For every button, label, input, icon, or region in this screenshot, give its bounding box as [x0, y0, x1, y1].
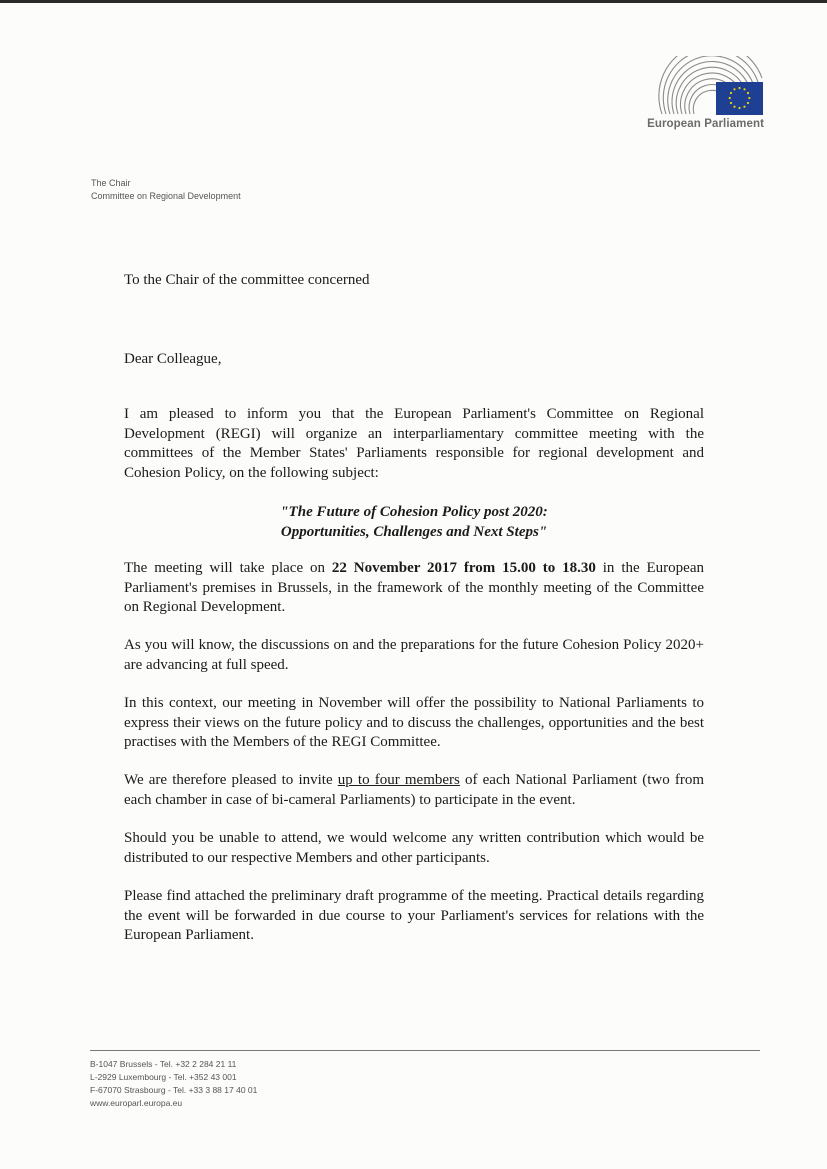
paragraph-contribution: Should you be unable to attend, we would welcome any written contribution which would be distributed to our respective Members and other participants. [124, 830, 704, 866]
paragraph-invitation [124, 771, 704, 810]
logo-text: European Parliament [647, 118, 764, 130]
salutation: Dear Colleague, [124, 351, 222, 367]
sender-block [91, 177, 241, 203]
meeting-date-rest: in the European Parliament's premises in Brussels, in the framework of the monthly meeting of the Committee on Regional Development. [124, 560, 704, 615]
invitation-rest: of each National Parliament (two from each chamber in case of bi-cameral Parliaments) to participate in the event. [124, 772, 705, 808]
footer-brussels: B-1047 Brussels - Tel. +32 2 284 21 11 [90, 1059, 237, 1069]
subject-line-1: "The Future of Cohesion Policy post 2020: [280, 504, 548, 520]
paragraph-intro: I am pleased to inform you that the European Parliament's Committee on Regional Development (REGI) will organize an interparliamentary committee meeting with the committees of the Member States' Parliaments responsible for regional development and Cohesion Policy, on the following subject: [124, 406, 704, 481]
subject-line-2: Opportunities, Challenges and Next Steps" [280, 524, 548, 540]
paragraph-preparations: As you will know, the discussions on and the preparations for the future Cohesion Policy 2020+ are advancing at full speed. [124, 637, 704, 673]
meeting-date-lead: The meeting will take place on [124, 560, 332, 576]
paragraph-meeting-date [124, 559, 704, 618]
meeting-subject [124, 502, 704, 542]
invitation-members: up to four members [337, 772, 460, 788]
hemicycle-flag-icon [658, 56, 764, 118]
footer-addresses [90, 1058, 257, 1110]
sender-committee: Committee on Regional Development [91, 191, 241, 201]
european-parliament-logo [640, 56, 770, 136]
footer-divider [90, 1050, 760, 1051]
paragraph-programme: Please find attached the preliminary draft programme of the meeting. Practical details regarding the event will be forwarded in due course to your Parliament's services for relations with the European Parliament. [124, 888, 704, 943]
addressee: To the Chair of the committee concerned [124, 272, 370, 288]
paragraph-context: In this context, our meeting in November will offer the possibility to National Parliaments to express their views on the future policy and to discuss the challenges, opportunities and the best practises with the Members of the REGI Committee. [124, 695, 704, 750]
footer-website: www.europarl.europa.eu [90, 1098, 183, 1108]
meeting-date-time: 22 November 2017 from 15.00 to 18.30 [331, 560, 596, 576]
footer-luxembourg: L-2929 Luxembourg - Tel. +352 43 001 [90, 1072, 237, 1082]
scan-edge [0, 0, 827, 3]
invitation-lead: We are therefore pleased to invite [124, 772, 338, 788]
sender-title: The Chair [91, 178, 131, 188]
footer-strasbourg: F-67070 Strasbourg - Tel. +33 3 88 17 40 01 [90, 1085, 258, 1095]
